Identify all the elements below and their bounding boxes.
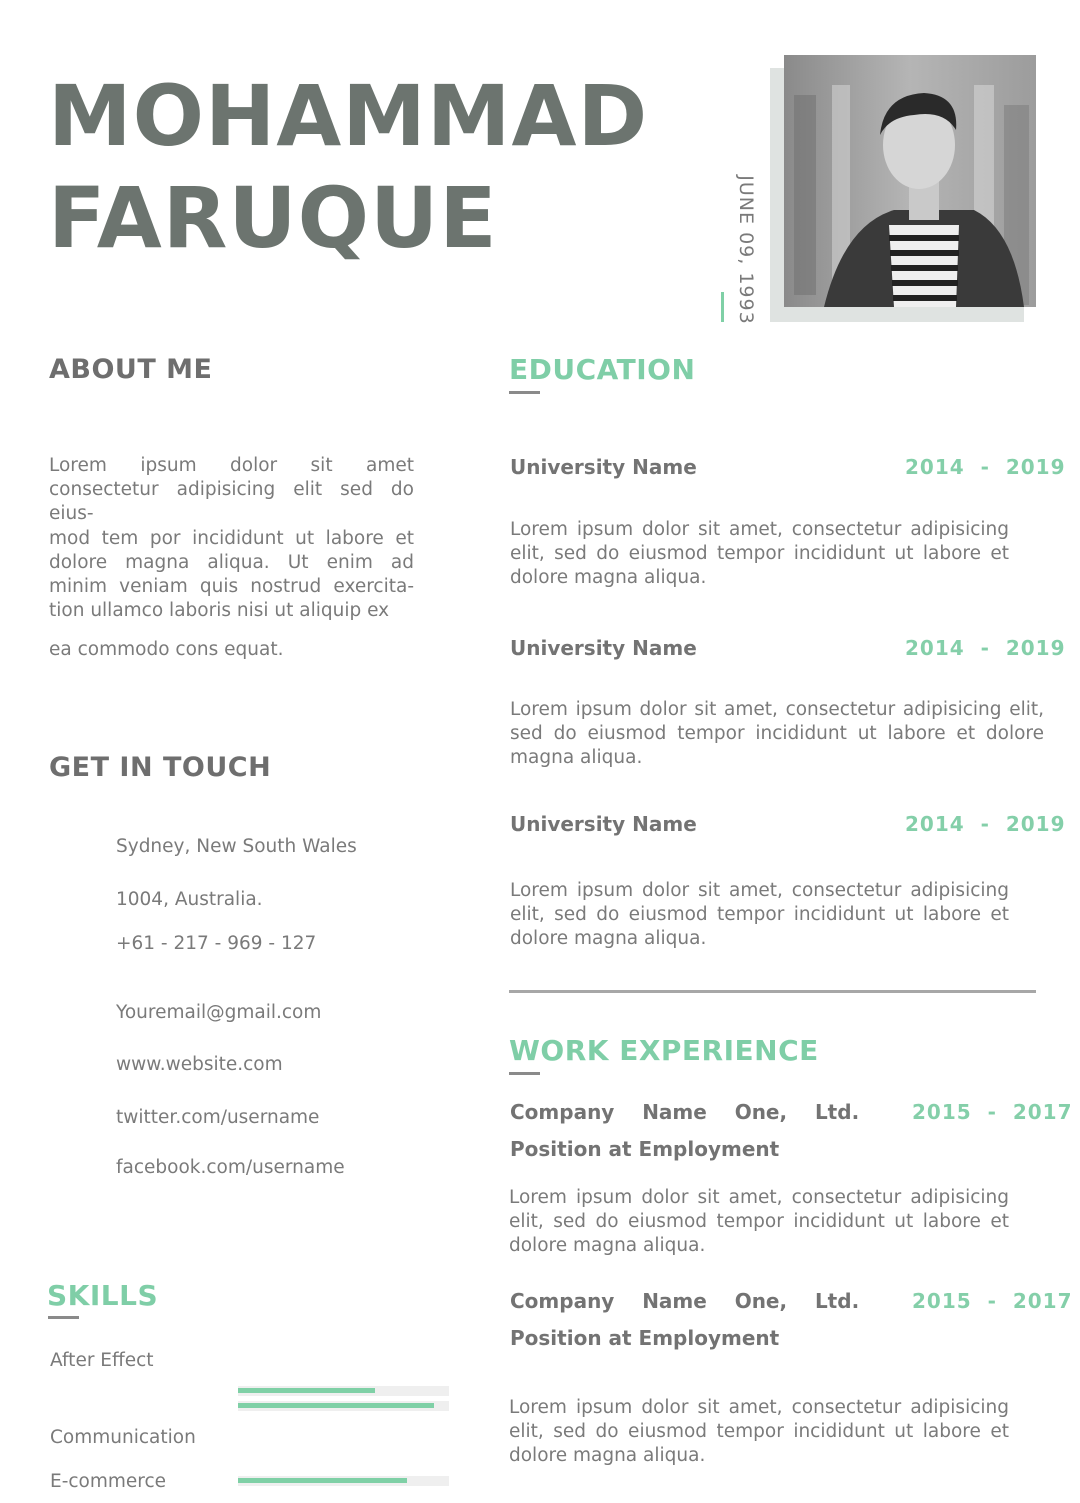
last-name: FARUQUE [48,169,498,267]
phone-number: +61 - 217 - 969 - 127 [116,933,317,954]
first-name: MOHAMMAD [48,67,649,165]
about-paragraph-3: ea commodo cons equat. [49,639,284,660]
work-years: 2015 - 2017 [912,1100,1073,1124]
about-title: ABOUT ME [49,354,213,385]
work-position: Position at Employment [510,1137,780,1161]
work-years: 2015 - 2017 [912,1289,1073,1313]
work-position: Position at Employment [510,1326,780,1350]
work-underline [509,1072,540,1075]
education-description: Lorem ipsum dolor sit amet, consectetur adipisicing elit, sed do eiusmod tempor incididunt ut labore et dolore magna aliqua. [510,699,1044,768]
education-years: 2014 - 2019 [905,455,1066,479]
skills-underline [48,1316,79,1319]
education-years: 2014 - 2019 [905,812,1066,836]
section-divider [509,990,1036,993]
education-underline [509,391,540,394]
education-title: EDUCATION [509,353,696,386]
contact-title: GET IN TOUCH [49,752,272,783]
about-paragraph-2: mod tem por incididunt ut labore et dolore magna aliqua. Ut enim ad minim veniam quis nostrud exercita- tion ullamco laboris nisi ut aliquip ex [49,528,414,621]
birth-date: JUNE 09, 1993 [735,175,757,325]
education-description: Lorem ipsum dolor sit amet, consectetur adipisicing elit, sed do eiusmod tempor incididunt ut labore et dolore magna aliqua. [510,519,1009,588]
work-description: Lorem ipsum dolor sit amet, consectetur adipisicing elit, sed do eiusmod tempor incididunt ut labore et dolore magna aliqua. [509,1187,1009,1256]
work-company: Company Name One, Ltd. [510,1289,860,1313]
address-line-1: Sydney, New South Wales [116,836,357,857]
work-company: Company Name One, Ltd. [510,1100,860,1124]
facebook-link[interactable]: facebook.com/username [116,1157,345,1178]
education-years: 2014 - 2019 [905,636,1066,660]
skills-title: SKILLS [47,1279,159,1312]
date-accent-bar [721,292,724,322]
work-title: WORK EXPERIENCE [509,1034,819,1067]
skill-label: E-commerce [50,1471,167,1492]
skill-bar-track [238,1476,449,1486]
twitter-link[interactable]: twitter.com/username [116,1107,320,1128]
skill-bar-fill [238,1403,434,1408]
education-description: Lorem ipsum dolor sit amet, consectetur adipisicing elit, sed do eiusmod tempor incididunt ut labore et dolore magna aliqua. [510,880,1009,949]
skill-bar-track [238,1386,449,1396]
skill-bar-track [238,1401,449,1411]
profile-photo [784,55,1036,307]
skill-bar-fill [238,1478,407,1483]
about-paragraph-1: Lorem ipsum dolor sit amet consectetur adipisicing elit sed do eius- [49,455,414,524]
education-school: University Name [510,455,697,479]
education-school: University Name [510,812,697,836]
skill-bar-fill [238,1388,375,1393]
skill-label: Communication [50,1427,196,1448]
education-school: University Name [510,636,697,660]
email-address[interactable]: Youremail@gmail.com [116,1002,322,1023]
skill-label: After Effect [50,1350,154,1371]
website-link[interactable]: www.website.com [116,1054,283,1075]
address-line-2: 1004, Australia. [116,889,263,910]
work-description: Lorem ipsum dolor sit amet, consectetur adipisicing elit, sed do eiusmod tempor incididunt ut labore et dolore magna aliqua. [509,1397,1009,1466]
